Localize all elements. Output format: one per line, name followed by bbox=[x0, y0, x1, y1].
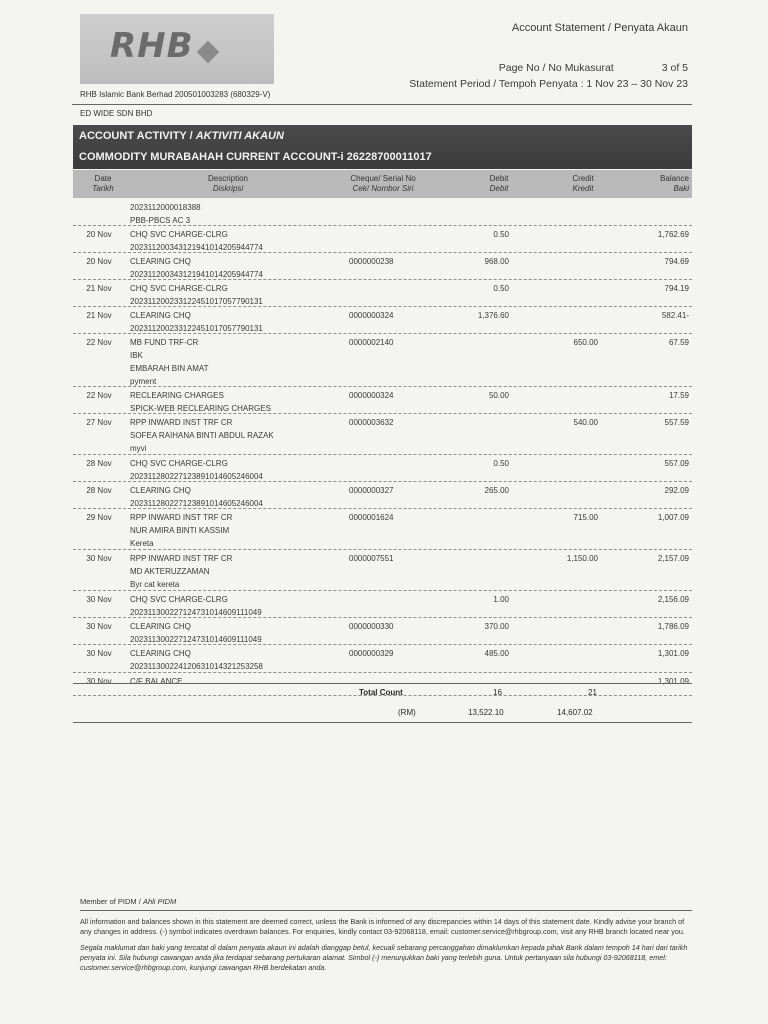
description-line: EMBARAH BIN AMAT bbox=[130, 364, 209, 373]
table-row bbox=[73, 334, 692, 387]
row-balance: 1,301.09 bbox=[657, 677, 689, 686]
row-balance: 557.59 bbox=[664, 418, 689, 427]
table-row bbox=[73, 509, 692, 550]
credit-total: 14,607.02 bbox=[557, 708, 593, 717]
account-banner bbox=[73, 125, 692, 169]
table-row bbox=[73, 280, 692, 307]
row-balance: 67.59 bbox=[668, 338, 689, 347]
row-balance: 1,762.69 bbox=[657, 230, 689, 239]
credit-count: 21 bbox=[588, 688, 597, 697]
row-description bbox=[130, 228, 330, 254]
description-line: C/F BALANCE bbox=[130, 677, 183, 686]
table-row bbox=[73, 307, 692, 334]
row-balance: 1,007.09 bbox=[657, 513, 689, 522]
row-balance: 2,157.09 bbox=[657, 554, 689, 563]
row-description bbox=[130, 647, 330, 673]
row-balance: 2,156.09 bbox=[657, 595, 689, 604]
table-row bbox=[73, 414, 692, 455]
row-description bbox=[130, 282, 330, 308]
row-description bbox=[130, 511, 330, 550]
row-balance: 292.09 bbox=[664, 486, 689, 495]
pidm-member: Member of PIDM / Ahli PIDM bbox=[80, 897, 177, 906]
row-debit: 968.00 bbox=[484, 257, 509, 266]
description-line: CLEARING CHQ bbox=[130, 622, 191, 631]
row-date: 27 Nov bbox=[86, 418, 112, 427]
row-balance: 17.59 bbox=[668, 391, 689, 400]
row-debit: 370.00 bbox=[484, 622, 509, 631]
description-line: MD AKTERUZZAMAN bbox=[130, 567, 210, 576]
logo-wordmark: RHB bbox=[110, 26, 194, 66]
footer bbox=[80, 897, 692, 973]
description-line: CHQ SVC CHARGE-CLRG bbox=[130, 284, 228, 293]
total-count-label: Total Count bbox=[359, 688, 403, 697]
description-line: 20231128022712389101460524600​4 bbox=[130, 499, 263, 508]
row-date: 30 Nov bbox=[86, 649, 112, 658]
description-line: myvi bbox=[130, 444, 147, 453]
row-cheque-no: 0000000324 bbox=[349, 391, 394, 400]
description-line: 20231120034312194101420594477​4 bbox=[130, 270, 263, 279]
row-date: 29 Nov bbox=[86, 513, 112, 522]
row-debit: 0.50 bbox=[493, 230, 509, 239]
row-balance: 794.19 bbox=[664, 284, 689, 293]
row-cheque-no: 0000003632 bbox=[349, 418, 394, 427]
row-description bbox=[130, 336, 330, 388]
row-credit: 540.00 bbox=[573, 418, 598, 427]
statement-title: Account Statement / Penyata Akaun bbox=[511, 22, 688, 34]
table-row bbox=[73, 253, 692, 280]
statement-period: Statement Period / Tempoh Penyata : 1 Nov 23 – 30 Nov 23 bbox=[409, 78, 688, 90]
column-header-row bbox=[73, 170, 692, 198]
description-line: MB FUND TRF-CR bbox=[130, 338, 199, 347]
totals-block bbox=[73, 683, 692, 723]
row-date: 21 Nov bbox=[86, 311, 112, 320]
description-line: CLEARING CHQ bbox=[130, 257, 191, 266]
row-description bbox=[130, 552, 330, 591]
logo-diamond-icon bbox=[197, 41, 220, 64]
table-row bbox=[73, 618, 692, 645]
description-line: RPP INWARD INST TRF CR bbox=[130, 418, 233, 427]
description-line: Kereta bbox=[130, 539, 154, 548]
row-date: 30 Nov bbox=[86, 595, 112, 604]
row-cheque-no: 0000000324 bbox=[349, 311, 394, 320]
debit-total: 13,522.10 bbox=[468, 708, 504, 717]
bank-name: RHB Islamic Bank Berhad 200501003283 (680329-V) bbox=[80, 90, 271, 99]
table-row bbox=[73, 591, 692, 618]
description-line: 20231120023312245101705779013​1 bbox=[130, 297, 263, 306]
row-description bbox=[130, 620, 330, 646]
description-line: CHQ SVC CHARGE-CLRG bbox=[130, 595, 228, 604]
col-cheque: Cheque/ Serial No Cek/ Nombor Siri bbox=[350, 174, 416, 193]
table-row bbox=[73, 482, 692, 509]
description-line: NUR AMIRA BINTI KASSIM bbox=[130, 526, 230, 535]
row-balance: 557.09 bbox=[664, 459, 689, 468]
description-line: pyment bbox=[130, 377, 157, 386]
description-line: CLEARING CHQ bbox=[130, 311, 191, 320]
row-credit: 715.00 bbox=[573, 513, 598, 522]
row-description bbox=[130, 309, 330, 335]
row-balance: 582.41- bbox=[661, 311, 689, 320]
description-line: 2023112000018388 bbox=[130, 203, 201, 212]
description-line: 20231128022712389101460524600​4 bbox=[130, 472, 263, 481]
description-line: CHQ SVC CHARGE-CLRG bbox=[130, 230, 228, 239]
row-cheque-no: 0000007551 bbox=[349, 554, 394, 563]
row-description bbox=[130, 416, 330, 455]
description-line: 20231120023312245101705779013​1 bbox=[130, 324, 263, 333]
description-line: 20231120034312194101420594477​4 bbox=[130, 243, 263, 252]
description-line: CHQ SVC CHARGE-CLRG bbox=[130, 459, 228, 468]
row-description bbox=[130, 201, 330, 227]
row-date: 28 Nov bbox=[86, 459, 112, 468]
debit-count: 16 bbox=[493, 688, 502, 697]
table-row bbox=[73, 387, 692, 414]
col-debit: Debit Debit bbox=[489, 174, 509, 193]
row-date: 30 Nov bbox=[86, 677, 112, 686]
col-balance: Balance Baki bbox=[660, 174, 689, 193]
transactions-table bbox=[73, 199, 692, 696]
description-line: PBB-PBCS AC 3 bbox=[130, 216, 191, 225]
row-description bbox=[130, 457, 330, 483]
table-row bbox=[73, 455, 692, 482]
col-description: Description Diskripsi bbox=[207, 174, 248, 193]
description-line: Byr cat kereta bbox=[130, 580, 180, 589]
description-line: SOFEA RAIHANA BINTI ABDUL RAZAK bbox=[130, 431, 274, 440]
table-row bbox=[73, 645, 692, 673]
row-credit: 1,150.00 bbox=[566, 554, 598, 563]
table-row bbox=[73, 550, 692, 591]
row-date: 21 Nov bbox=[86, 284, 112, 293]
description-line: RPP INWARD INST TRF CR bbox=[130, 554, 233, 563]
section-title: ACCOUNT ACTIVITY / AKTIVITI AKAUN bbox=[79, 130, 284, 142]
customer-name: ED WIDE SDN BHD bbox=[80, 109, 153, 118]
description-line: CLEARING CHQ bbox=[130, 649, 191, 658]
col-date: Date Tarikh bbox=[92, 174, 114, 193]
row-debit: 0.50 bbox=[493, 459, 509, 468]
row-credit: 650.00 bbox=[573, 338, 598, 347]
row-debit: 50.00 bbox=[488, 391, 509, 400]
notice-malay: Segala maklumat dan baki yang tercatat di dalam penyata akaun ini adalah dianggap betul, kecuali sebarang percanggahan dimaklumkan kepada pihak Bank dalam tempoh 14 hari dari tarikh penyata ini. Sila hubungi cawangan anda jika terdapat sebarang pertukaran alamat. Simbol (-) menunjukkan baki yang terlebih guna. Untuk pertanyaan sila hubungi 03-92068118, emel: customer.service@rhbgroup.com, kunjungi cawangan RHB berdekatan anda. bbox=[80, 943, 688, 972]
row-balance: 1,786.09 bbox=[657, 622, 689, 631]
amount-label: (RM) bbox=[398, 708, 416, 717]
row-date: 30 Nov bbox=[86, 554, 112, 563]
row-cheque-no: 0000000330 bbox=[349, 622, 394, 631]
row-cheque-no: 0000000329 bbox=[349, 649, 394, 658]
row-date: 20 Nov bbox=[86, 257, 112, 266]
row-date: 20 Nov bbox=[86, 230, 112, 239]
row-balance: 794.69 bbox=[664, 257, 689, 266]
row-debit: 1.00 bbox=[493, 595, 509, 604]
rhb-logo bbox=[80, 14, 274, 84]
row-date: 22 Nov bbox=[86, 338, 112, 347]
row-balance: 1,301.09 bbox=[657, 649, 689, 658]
page-value: 3 of 5 bbox=[661, 62, 688, 74]
page-label: Page No / No Mukasurat bbox=[498, 62, 614, 74]
description-line: IBK bbox=[130, 351, 143, 360]
table-row bbox=[73, 226, 692, 253]
description-line: RPP INWARD INST TRF CR bbox=[130, 513, 233, 522]
row-debit: 1,376.60 bbox=[477, 311, 509, 320]
row-cheque-no: 0000002140 bbox=[349, 338, 394, 347]
row-cheque-no: 0000001624 bbox=[349, 513, 394, 522]
divider bbox=[72, 104, 692, 105]
description-line: SPICK-WEB RECLEARING CHARGES bbox=[130, 404, 271, 413]
account-name: COMMODITY MURABAHAH CURRENT ACCOUNT-i 26228700011017 bbox=[79, 151, 432, 163]
row-description bbox=[130, 389, 330, 415]
description-line: CLEARING CHQ bbox=[130, 486, 191, 495]
row-cheque-no: 0000000238 bbox=[349, 257, 394, 266]
row-debit: 265.00 bbox=[484, 486, 509, 495]
row-description bbox=[130, 593, 330, 619]
row-debit: 485.00 bbox=[484, 649, 509, 658]
col-credit: Credit Kredit bbox=[572, 174, 594, 193]
table-row bbox=[73, 199, 692, 226]
row-debit: 0.50 bbox=[493, 284, 509, 293]
description-line: RECLEARING CHARGES bbox=[130, 391, 224, 400]
row-date: 22 Nov bbox=[86, 391, 112, 400]
description-line: 20231130022712473101460911104​9 bbox=[130, 608, 262, 617]
row-date: 30 Nov bbox=[86, 622, 112, 631]
description-line: 20231130022412063101432125325​8 bbox=[130, 662, 263, 671]
page-number bbox=[499, 62, 688, 74]
description-line: 20231130022712473101460911104​9 bbox=[130, 635, 262, 644]
footer-divider bbox=[80, 910, 692, 911]
row-date: 28 Nov bbox=[86, 486, 112, 495]
notice-english: All information and balances shown in this statement are deemed correct, unless the Bank is informed of any discrepancies within 14 days of this statement date. Kindly advise your branch of any changes in address. (-) symbol indicates overdrawn balances. For enquiries, kindly contact 03-92068118, email: customer.service@rhbgroup.com, visit any RHB branch located near you. bbox=[80, 917, 685, 936]
row-cheque-no: 0000000327 bbox=[349, 486, 394, 495]
row-description bbox=[130, 255, 330, 281]
row-description bbox=[130, 484, 330, 510]
